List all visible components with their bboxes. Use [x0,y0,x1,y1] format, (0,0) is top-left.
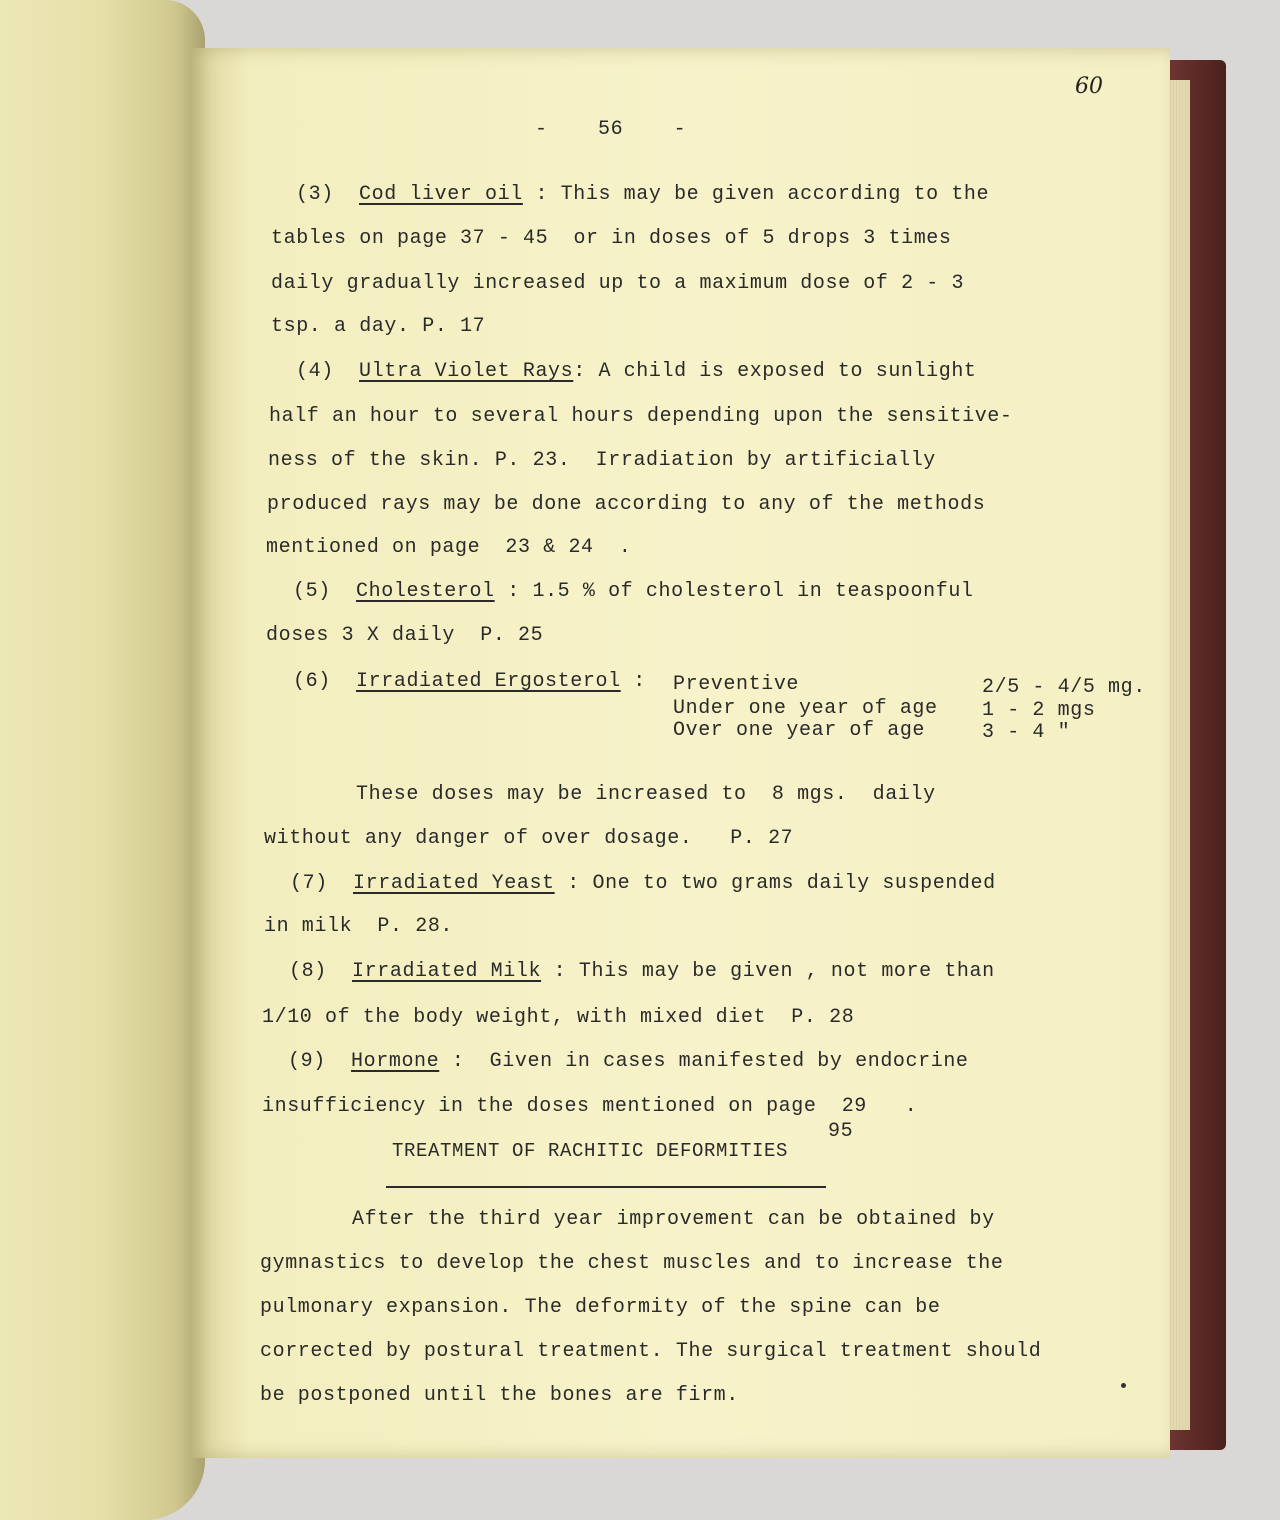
item-text: : [620,670,659,693]
item-number: (7) [290,872,328,895]
item-6 [293,670,659,693]
dose-value: 1 - 2 mgs [982,699,1096,722]
document-page [192,48,1170,1458]
item-number: (6) [293,670,331,693]
item-text: : A child is exposed to sunlight [573,360,977,383]
item-title: Irradiated Ergosterol [356,670,621,693]
item-text: : This may be given , not more than [541,960,995,983]
item-number: (3) [296,183,334,206]
item-number: (8) [289,960,327,983]
item-8 [289,960,995,983]
text-line: be postponed until the bones are firm. [260,1384,739,1407]
section-heading: TREATMENT OF RACHITIC DEFORMITIES [392,1140,789,1162]
left-facing-page [0,0,205,1520]
item-text: : This may be given according to the [522,183,990,206]
text-line: 1/10 of the body weight, with mixed diet P. 28 [262,1006,855,1029]
text-line: in milk P. 28. [264,915,454,938]
text-line: mentioned on page 23 & 24 . [266,536,632,559]
item-number: (5) [293,580,331,603]
ink-dot [1121,1383,1126,1388]
item-3 [296,183,989,206]
item-title: Irradiated Milk [352,960,542,983]
item-title: Cholesterol [356,580,495,603]
handwritten-page-number: 60 [1075,74,1103,99]
text-line: After the third year improvement can be obtained by [352,1208,995,1231]
item-9 [288,1050,969,1073]
dose-label: Preventive [673,673,800,696]
item-title: Irradiated Yeast [353,872,555,895]
marginal-number: 95 [828,1120,854,1143]
dose-value: 3 - 4 " [982,721,1071,744]
text-line: produced rays may be done according to any of the methods [267,493,986,516]
text-line: corrected by postural treatment. The surgical treatment should [260,1340,1042,1363]
item-4 [296,360,977,383]
dose-label: Under one year of age [673,697,938,720]
dose-value: 2/5 - 4/5 mg. [982,676,1146,699]
item-5 [293,580,974,603]
item-text: : Given in cases manifested by endocrine [439,1050,969,1073]
text-line: insufficiency in the doses mentioned on page 29 . [262,1095,918,1118]
item-number: (4) [296,360,334,383]
item-text: : One to two grams daily suspended [554,872,996,895]
text-line: tables on page 37 - 45 or in doses of 5 drops 3 times [271,227,952,250]
heading-rule [386,1186,826,1188]
item-title: Hormone [351,1050,440,1073]
text-line: These doses may be increased to 8 mgs. daily [356,783,936,806]
text-line: without any danger of over dosage. P. 27 [264,827,794,850]
page-number: - 56 - [535,118,687,141]
text-line: gymnastics to develop the chest muscles and to increase the [260,1252,1004,1275]
item-7 [290,872,996,895]
text-line: pulmonary expansion. The deformity of the spine can be [260,1296,941,1319]
item-title: Cod liver oil [359,183,523,206]
dose-label: Over one year of age [673,719,926,742]
text-line: ness of the skin. P. 23. Irradiation by artificially [268,449,936,472]
text-line: half an hour to several hours depending upon the sensitive- [269,405,1013,428]
text-line: doses 3 X daily P. 25 [266,624,544,647]
text-line: tsp. a day. P. 17 [271,315,486,338]
item-title: Ultra Violet Rays [359,360,574,383]
text-line: daily gradually increased up to a maximum dose of 2 - 3 [271,272,965,295]
item-number: (9) [288,1050,326,1073]
item-text: : 1.5 % of cholesterol in teaspoonful [494,580,974,603]
